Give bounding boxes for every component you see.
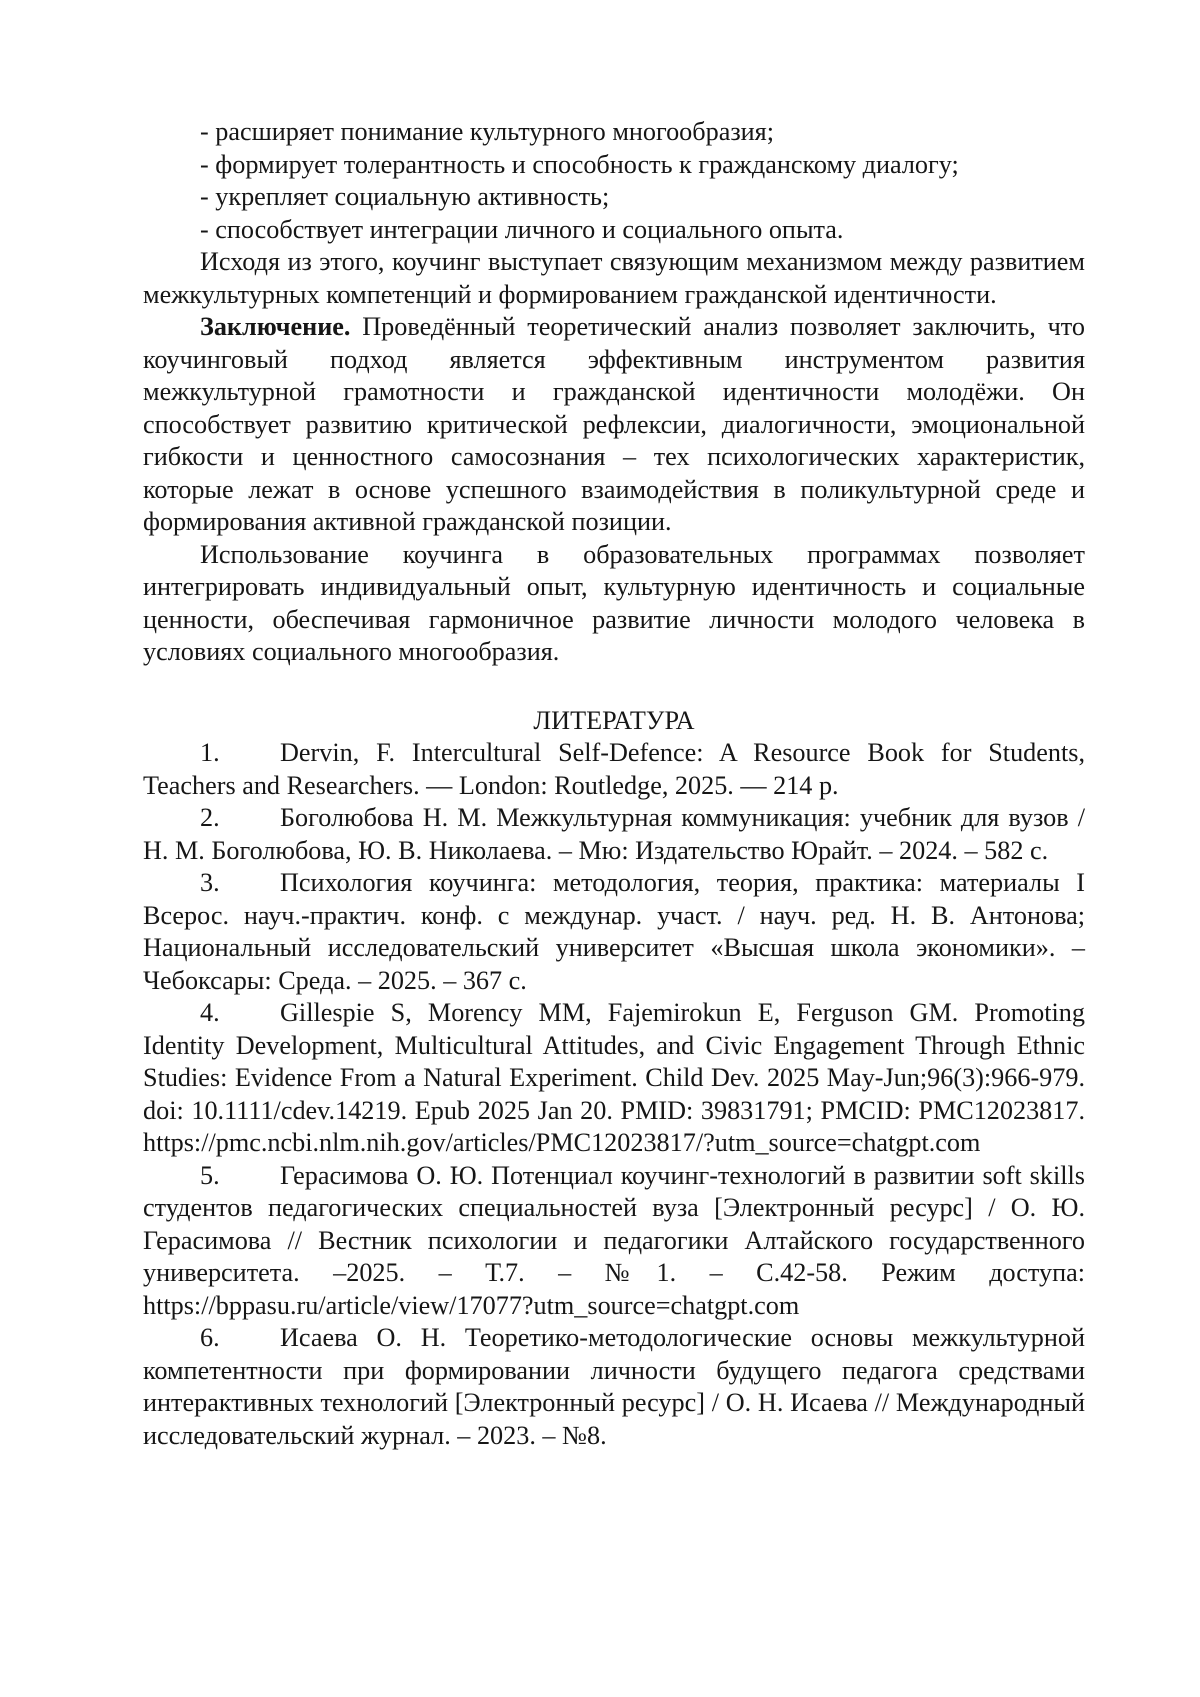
reference-text: Психология коучинга: методология, теория, практика: материалы I Всерос. науч.-практич. конф. с междунар. участ. / науч. ред. Н. В. Антонова; Национальный исследовательский университет «Высшая школа экономики». – Чебоксары: Среда. – 2025. – 367 с. [143,868,1085,995]
conclusion-label: Заключение. [200,312,351,341]
reference-text: Dervin, F. Intercultural Self-Defence: A Resource Book for Students, Teachers and Researchers. — London: Routledge, 2025. — 214 p. [143,738,1085,800]
reference-number: 1. [200,738,220,767]
reference-text: Боголюбова Н. М. Межкультурная коммуникация: учебник для вузов / Н. М. Боголюбова, Ю. В. Николаева. – Мю: Издательство Юрайт. – 2024. – 582 с. [143,803,1085,865]
reference-number: 5. [200,1160,220,1190]
reference-text: Gillespie S, Morency MM, Fajemirokun E, Ferguson GM. Promoting Identity Development, Multicultural Attitudes, and Civic Engagement Through Ethnic Studies: Evidence From a Natural Experiment. Child Dev. 2025 May-Jun;96(3):966-979. doi: 10.1111/cdev.14219. Epub 2025 Jan 20. PMID: 39831791; PMCID: PMC12023817. https://pmc.ncbi.nlm.nih.gov/articles/PMC12023817/?utm_source=chatgpt.com [143,998,1085,1157]
reference-number: 2. [200,803,220,832]
conclusion-paragraph [143,311,1085,539]
bullet-item: - формирует толерантность и способность к гражданскому диалогу; [200,149,959,179]
bullet-item: - укрепляет социальную активность; [200,182,610,211]
reference-item [143,997,1085,1160]
body-paragraph: Исходя из этого, коучинг выступает связующим механизмом между развитием межкультурных компетенций и формированием гражданской идентичности. [143,247,1085,309]
reference-item [143,867,1085,997]
bullet-item: - расширяет понимание культурного многообразия; [200,117,775,146]
conclusion-text: Проведённый теоретический анализ позволяет заключить, что коучинговый подход является эффективным инструментом развития межкультурной грамотности и гражданской идентичности молодёжи. Он способствует развитию критической рефлексии, диалогичности, эмоциональной гибкости и ценностного самосознания – тех психологических характеристик, которые лежат в основе успешного взаимодействия в поликультурной среде и формирования активной гражданской позиции. [143,312,1085,536]
reference-item [143,1160,1085,1323]
reference-number: 6. [200,1323,220,1352]
document-page [143,116,1085,1452]
reference-number: 3. [200,868,220,897]
reference-item [143,1322,1085,1452]
reference-text: Герасимова О. Ю. Потенциал коучинг-технологий в развитии soft skills студентов педагогических специальностей вуза [Электронный ресурс] / О. Ю. Герасимова // Вестник психологии и педагогики Алтайского государственного университета. –2025. – Т.7. – №1. – С.42-58. Режим доступа: https://bppasu.ru/article/view/17077?utm_source=chatgpt.com [143,1160,1085,1320]
references-heading: ЛИТЕРАТУРА [533,705,695,735]
reference-item [143,802,1085,867]
bullet-item: - способствует интеграции личного и социального опыта. [200,214,844,244]
reference-text: Исаева О. Н. Теоретико-методологические основы межкультурной компетентности при формировании личности будущего педагога средствами интерактивных технологий [Электронный ресурс] / О. Н. Исаева // Международный исследовательский журнал. – 2023. – №8. [143,1323,1085,1450]
body-paragraph: Использование коучинга в образовательных программах позволяет интегрировать индивидуальный опыт, культурную идентичность и социальные ценности, обеспечивая гармоничное развитие личности молодого человека в условиях социального многообразия. [143,539,1085,666]
reference-item [143,737,1085,802]
reference-number: 4. [200,998,220,1027]
